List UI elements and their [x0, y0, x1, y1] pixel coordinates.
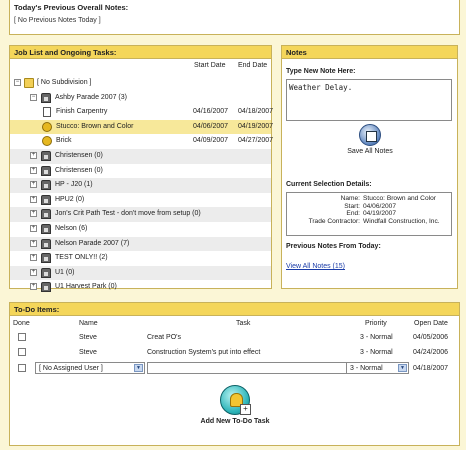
house-icon [41, 239, 51, 249]
tree-row[interactable] [10, 76, 271, 91]
expand-icon[interactable]: + [31, 195, 36, 202]
document-icon [43, 107, 51, 117]
house-icon [41, 93, 51, 103]
detail-tc-value: Windfall Construction, Inc. [363, 217, 440, 225]
folder-icon [24, 78, 34, 88]
add-todo-label: Add New To-Do Task [200, 418, 270, 425]
tree-row-label: HPU2 (0) [55, 195, 85, 203]
job-list-title: Job List and Ongoing Tasks: [10, 46, 271, 59]
assigned-user-select[interactable] [35, 362, 145, 374]
collapse-icon[interactable]: − [15, 79, 20, 85]
task-icon [42, 122, 52, 132]
detail-name-key: Name: [340, 195, 360, 202]
expand-icon[interactable]: + [31, 151, 36, 158]
tree-row[interactable] [10, 251, 271, 266]
house-icon [41, 224, 51, 234]
start-date: 04/16/2007 [193, 108, 229, 116]
todo-task: Construction System's put into effect [147, 349, 261, 356]
todo-title: To-Do Items: [10, 303, 459, 316]
name-header: Name [79, 320, 98, 327]
start-date: 04/06/2007 [193, 122, 229, 130]
save-all-notes-label: Save All Notes [347, 148, 393, 155]
notes-panel [281, 45, 458, 289]
notes-title: Notes [282, 46, 457, 59]
todo-name: Steve [79, 349, 97, 356]
new-todo-row [10, 362, 459, 376]
tree-row-selected[interactable] [10, 120, 274, 135]
todo-panel [9, 302, 460, 446]
done-header: Done [13, 320, 30, 327]
task-header: Task [236, 320, 251, 327]
house-icon [41, 282, 51, 292]
priority-header: Priority [365, 320, 387, 327]
tree-row[interactable] [10, 91, 271, 106]
todo-row [10, 331, 459, 345]
todo-priority: 3 - Normal [360, 349, 393, 356]
task-icon [42, 136, 52, 146]
view-all-notes-link[interactable]: View All Notes (15) [286, 263, 346, 270]
todo-priority: 3 - Normal [360, 334, 393, 341]
new-task-input[interactable] [147, 362, 352, 374]
new-done-checkbox[interactable] [18, 364, 26, 372]
tree-row[interactable] [10, 266, 271, 281]
done-checkbox[interactable] [18, 348, 26, 356]
house-icon [41, 268, 51, 278]
save-all-notes-button[interactable] [342, 124, 398, 155]
todo-open-date: 04/24/2006 [413, 349, 449, 356]
house-icon [41, 180, 51, 190]
detail-start-value: 04/06/2007 [363, 202, 397, 210]
current-selection-label: Current Selection Details: [286, 181, 372, 188]
previous-notes-label: Previous Notes From Today: [286, 243, 381, 250]
todo-row [10, 346, 459, 360]
todo-open-date: 04/05/2006 [413, 334, 449, 341]
tree-row-label: HP - J20 (1) [55, 181, 93, 189]
tree-row[interactable] [10, 134, 274, 149]
save-icon [359, 124, 381, 146]
overall-notes-title: Today's Previous Overall Notes: [14, 3, 129, 12]
tree-row[interactable] [10, 237, 271, 252]
house-icon [41, 253, 51, 263]
priority-value: 3 - Normal [350, 365, 383, 372]
house-icon [41, 209, 51, 219]
type-note-label: Type New Note Here: [286, 68, 356, 75]
assigned-user-value: [ No Assigned User ] [39, 365, 103, 372]
tree-row[interactable] [10, 222, 271, 237]
tree-row[interactable] [10, 164, 271, 179]
end-date-header: End Date [238, 62, 268, 69]
add-todo-button[interactable] [190, 385, 280, 425]
tree-row[interactable] [10, 207, 271, 222]
tree-row[interactable] [10, 149, 271, 164]
overall-notes-panel [9, 0, 460, 35]
end-date: 04/18/2007 [238, 108, 274, 116]
tree-row-label: Christensen (0) [55, 151, 103, 159]
tree-row-label: Christensen (0) [55, 166, 103, 174]
tree-row[interactable] [10, 193, 271, 208]
house-icon [41, 195, 51, 205]
expand-icon[interactable]: + [31, 181, 36, 188]
detail-start-key: Start: [344, 202, 360, 210]
tree-row[interactable] [10, 105, 274, 120]
tree-row-label: Jon's Crit Path Test - don't move from setup (0) [55, 210, 201, 218]
job-list-panel [9, 45, 272, 289]
note-textarea[interactable]: Weather Delay. [286, 79, 452, 121]
expand-icon[interactable]: + [31, 210, 36, 217]
tree-row-label: Nelson Parade 2007 (7) [55, 239, 130, 247]
tree-row-label: U1 (0) [55, 268, 75, 276]
start-date: 04/09/2007 [193, 137, 229, 145]
house-icon [41, 166, 51, 176]
selection-details [286, 192, 452, 236]
tree-row-label: Brick [56, 137, 72, 145]
detail-end-key: End: [346, 210, 360, 217]
detail-tc-key: Trade Contractor: [308, 217, 360, 225]
chevron-down-icon: ▼ [398, 364, 407, 372]
start-date-header: Start Date [194, 62, 226, 69]
overall-notes-value: [ No Previous Notes Today ] [14, 17, 101, 24]
tree-row-label: Ashby Parade 2007 (3) [55, 93, 127, 101]
detail-name-value: Stucco: Brown and Color [363, 195, 436, 202]
new-open-date: 04/18/2007 [413, 365, 449, 372]
tree-row[interactable] [10, 178, 271, 193]
collapse-icon[interactable]: − [31, 93, 36, 100]
job-tree [10, 76, 274, 295]
tree-row-label: Finish Carpentry [56, 108, 108, 116]
tree-row-label: TEST ONLY!! (2) [55, 254, 108, 262]
tree-row-label: U1 Harvest Park (0) [55, 283, 117, 291]
expand-icon[interactable]: + [31, 268, 36, 275]
expand-icon[interactable]: + [31, 283, 36, 290]
expand-icon[interactable]: + [31, 239, 36, 246]
expand-icon[interactable]: + [31, 254, 36, 261]
tree-row-label: [ No Subdivision ] [37, 79, 92, 86]
open-date-header: Open Date [414, 320, 448, 327]
house-icon [41, 151, 51, 161]
todo-task: Creat PO's [147, 334, 182, 341]
tree-row-label: Stucco: Brown and Color [56, 122, 134, 130]
tree-row[interactable] [10, 280, 271, 295]
detail-end-value: 04/19/2007 [363, 210, 397, 217]
bell-add-icon [220, 385, 250, 415]
chevron-down-icon: ▼ [134, 364, 143, 372]
done-checkbox[interactable] [18, 333, 26, 341]
priority-select[interactable] [346, 362, 409, 374]
end-date: 04/27/2007 [238, 137, 274, 145]
todo-name: Steve [79, 334, 97, 341]
expand-icon[interactable]: + [31, 166, 36, 173]
end-date: 04/19/2007 [238, 122, 274, 130]
tree-row-label: Nelson (6) [55, 224, 88, 232]
expand-icon[interactable]: + [31, 224, 36, 231]
